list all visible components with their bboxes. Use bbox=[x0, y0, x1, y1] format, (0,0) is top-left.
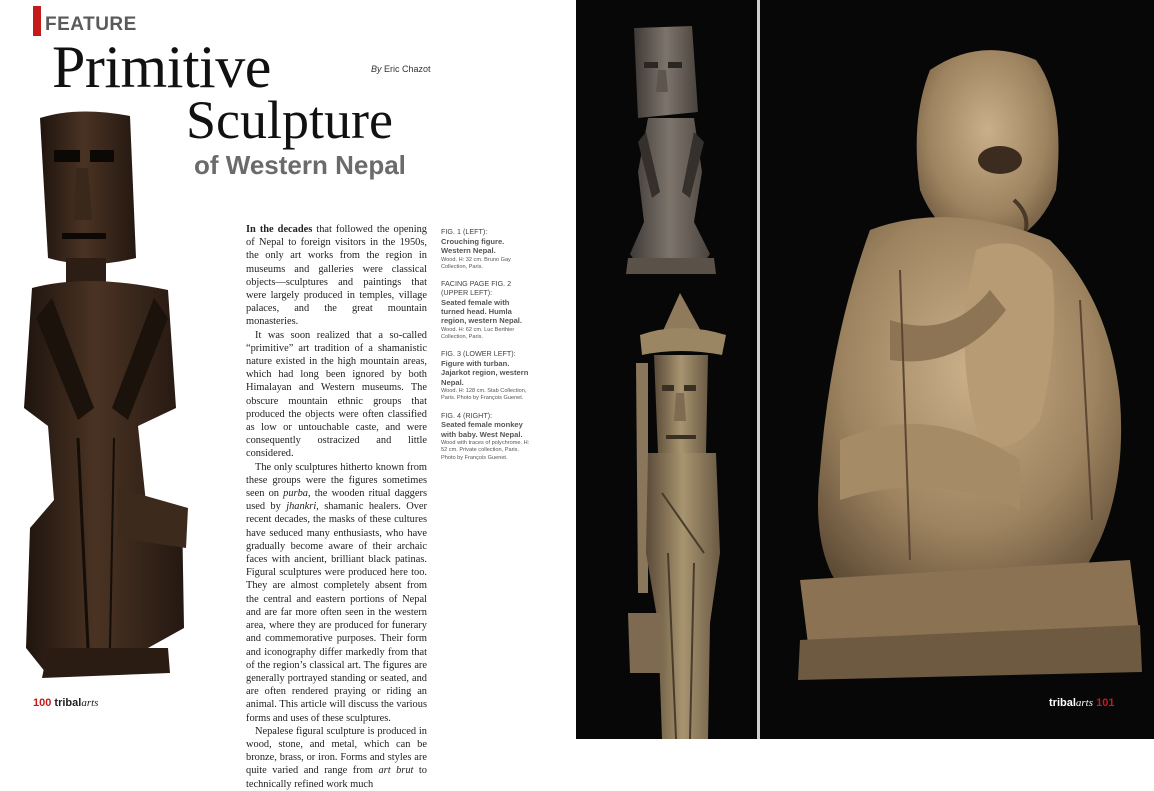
title-line-2: Sculpture bbox=[186, 90, 393, 150]
title-line-1: Primitive bbox=[52, 34, 271, 100]
folio-left bbox=[33, 697, 98, 709]
fig3-figure-with-turban-image bbox=[618, 293, 736, 739]
paragraph-2: It was soon realized that a so-called “primitive” art tradition of a shamanistic nature existed in the high mountain areas, which had long been ignored by both Himalayan and Western museums. The obscure mountain ethnic groups that produced the objects were often classified as low or untouchable caste, and were consequently ostracized and little considered. bbox=[246, 329, 427, 460]
caption-fig4: FIG. 4 (RIGHT): Seated female monkey with baby. West Nepal. Wood with traces of polychrome. H: 52 cm. Private collection, Paris. Photo by François Guenet. bbox=[441, 410, 530, 461]
folio-right bbox=[1049, 697, 1114, 709]
left-page bbox=[0, 0, 576, 790]
byline-author: Eric Chazot bbox=[384, 64, 431, 74]
image-divider bbox=[757, 0, 760, 739]
section-label: FEATURE bbox=[45, 14, 137, 35]
caption-fig3: FIG. 3 (LOWER LEFT): Figure with turban. Jajarkot region, western Nepal. Wood. H: 128 cm. Stab Collection, Paris. Photo by François Guenet. bbox=[441, 349, 529, 402]
paragraph-4: Nepalese figural sculpture is produced in wood, stone, and metal, which can be bronze, brass, or iron. Forms and styles are quite varied and range from art brut to technically refined work much bbox=[246, 725, 427, 790]
magazine-name-right: tribalarts bbox=[1049, 697, 1094, 709]
article-body bbox=[246, 223, 427, 791]
page-number-left: 100 bbox=[33, 697, 52, 709]
page-number-right: 101 bbox=[1096, 697, 1115, 709]
magazine-name-left: tribalarts bbox=[54, 697, 99, 709]
byline bbox=[371, 64, 431, 74]
byline-by: By bbox=[371, 64, 382, 74]
paragraph-3: The only sculptures hitherto known from these groups were the figures sometimes seen on purba, the wooden ritual daggers used by jhankri, shamanic healers. Over recent decades, the masks of these cultures have seduced many enthusiasts, who have gradually become aware of their archaic faces with ancient, brilliant black patinas. Figural sculptures were produced here too. They are almost completely absent from the central and eastern portions of Nepal and are far more often seen in the western area, where they are produced for funerary and commemorative purposes. Their form and iconography differ markedly from that of the region’s classical art. The figures are generally portrayed standing or seated, and are often rendered praying or riding an animal. This article will discuss the various forms and uses of these sculptures. bbox=[246, 461, 427, 724]
paragraph-1: In the decades that followed the opening of Nepal to foreign visitors in the 1950s, the only art works from the region in museums and galleries were classical objects—sculptures and paintings that were largely produced in temples, village palaces, and the great mountain monasteries. bbox=[246, 224, 427, 328]
fig1-crouching-figure-image bbox=[18, 108, 190, 688]
fig2-seated-female-image bbox=[624, 22, 720, 274]
caption-fig1: FIG. 1 (LEFT): Crouching figure. Western Nepal. Wood. H: 32 cm. Bruno Gay Collection, Paris. bbox=[441, 227, 511, 270]
subtitle: of Western Nepal bbox=[194, 150, 406, 180]
feature-accent-bar bbox=[33, 6, 41, 36]
right-page bbox=[576, 0, 1154, 739]
lead-in: In the decades bbox=[246, 224, 313, 235]
caption-fig2: FACING PAGE FIG. 2 (UPPER LEFT): Seated female with turned head. Humla region, western Nepal. Wood. H: 62 cm. Luc Berthier Collection, Paris. bbox=[441, 279, 523, 341]
fig4-seated-monkey-image bbox=[780, 40, 1150, 680]
figure-captions bbox=[441, 228, 531, 471]
